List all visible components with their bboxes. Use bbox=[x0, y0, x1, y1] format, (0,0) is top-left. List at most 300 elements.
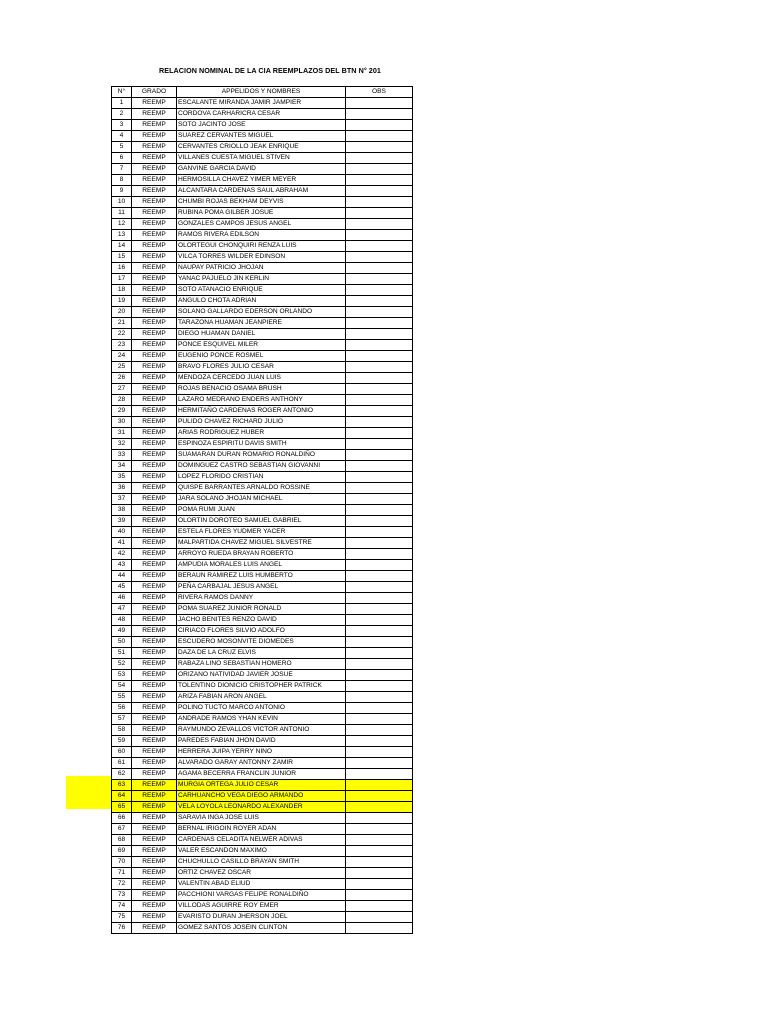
table-row bbox=[112, 802, 413, 813]
table-row bbox=[112, 879, 413, 890]
table-row bbox=[112, 549, 413, 560]
row-grado: REEMP bbox=[132, 219, 177, 230]
table-row bbox=[112, 351, 413, 362]
row-name: PACCHIONI VARGAS FELIPE RONALDIÑO bbox=[177, 890, 346, 901]
row-number: 71 bbox=[112, 868, 132, 879]
row-name: SUAMARAN DURAN ROMARIO RONALDIÑO bbox=[177, 450, 346, 461]
table-row bbox=[112, 560, 413, 571]
row-grado: REEMP bbox=[132, 461, 177, 472]
row-grado: REEMP bbox=[132, 483, 177, 494]
row-number: 64 bbox=[112, 791, 132, 802]
row-number: 12 bbox=[112, 219, 132, 230]
row-obs bbox=[346, 340, 413, 351]
row-number: 3 bbox=[112, 120, 132, 131]
row-obs bbox=[346, 659, 413, 670]
row-name: VILLODAS AGUIRRE ROY EMER bbox=[177, 901, 346, 912]
row-name: TARAZONA HUAMAN JEANPIERE bbox=[177, 318, 346, 329]
row-number: 25 bbox=[112, 362, 132, 373]
row-obs bbox=[346, 890, 413, 901]
row-obs bbox=[346, 648, 413, 659]
row-obs bbox=[346, 406, 413, 417]
row-name: BERAUN RAMIREZ LUIS HUMBERTO bbox=[177, 571, 346, 582]
row-name: LOPEZ FLORIDO CRISTIAN bbox=[177, 472, 346, 483]
row-grado: REEMP bbox=[132, 703, 177, 714]
table-row bbox=[112, 153, 413, 164]
row-obs bbox=[346, 549, 413, 560]
table-row bbox=[112, 637, 413, 648]
row-number: 75 bbox=[112, 912, 132, 923]
row-name: VILCA TORRES WILDER EDINSON bbox=[177, 252, 346, 263]
table-row bbox=[112, 373, 413, 384]
row-obs bbox=[346, 538, 413, 549]
table-row bbox=[112, 582, 413, 593]
table-row bbox=[112, 494, 413, 505]
row-grado: REEMP bbox=[132, 208, 177, 219]
row-number: 61 bbox=[112, 758, 132, 769]
table-row bbox=[112, 461, 413, 472]
row-obs bbox=[346, 802, 413, 813]
table-row bbox=[112, 857, 413, 868]
row-grado: REEMP bbox=[132, 329, 177, 340]
row-name: DAZA DE LA CRUZ ELVIS bbox=[177, 648, 346, 659]
table-row bbox=[112, 406, 413, 417]
row-number: 48 bbox=[112, 615, 132, 626]
row-obs bbox=[346, 263, 413, 274]
table-row bbox=[112, 824, 413, 835]
row-number: 6 bbox=[112, 153, 132, 164]
row-number: 57 bbox=[112, 714, 132, 725]
row-obs bbox=[346, 681, 413, 692]
table-row bbox=[112, 736, 413, 747]
row-grado: REEMP bbox=[132, 736, 177, 747]
row-grado: REEMP bbox=[132, 857, 177, 868]
row-number: 38 bbox=[112, 505, 132, 516]
row-grado: REEMP bbox=[132, 527, 177, 538]
row-name: CORDOVA CARHARICRA CESAR bbox=[177, 109, 346, 120]
row-number: 46 bbox=[112, 593, 132, 604]
row-number: 50 bbox=[112, 637, 132, 648]
row-grado: REEMP bbox=[132, 835, 177, 846]
row-number: 54 bbox=[112, 681, 132, 692]
row-name: GOMEZ SANTOS JOSEIN CLINTON bbox=[177, 923, 346, 934]
row-obs bbox=[346, 879, 413, 890]
row-name: VALENTIN ABAD ELIUD bbox=[177, 879, 346, 890]
row-number: 9 bbox=[112, 186, 132, 197]
row-grado: REEMP bbox=[132, 384, 177, 395]
row-grado: REEMP bbox=[132, 659, 177, 670]
row-grado: REEMP bbox=[132, 560, 177, 571]
row-grado: REEMP bbox=[132, 626, 177, 637]
row-number: 66 bbox=[112, 813, 132, 824]
row-grado: REEMP bbox=[132, 813, 177, 824]
row-name: ALCANTARA CARDENAS SAUL ABRAHAM bbox=[177, 186, 346, 197]
row-name: HERRERA JUIPA YERRY NINO bbox=[177, 747, 346, 758]
row-grado: REEMP bbox=[132, 791, 177, 802]
row-name: VELA LOYOLA LEONARDO ALEXANDER bbox=[177, 802, 346, 813]
table-row bbox=[112, 846, 413, 857]
row-number: 33 bbox=[112, 450, 132, 461]
row-obs bbox=[346, 285, 413, 296]
table-row bbox=[112, 615, 413, 626]
row-number: 2 bbox=[112, 109, 132, 120]
row-number: 15 bbox=[112, 252, 132, 263]
table-row bbox=[112, 263, 413, 274]
row-name: HERMITAÑO CARDENAS ROGER ANTONIO bbox=[177, 406, 346, 417]
row-name: JARA SOLANO JHOJAN MICHAEL bbox=[177, 494, 346, 505]
row-grado: REEMP bbox=[132, 428, 177, 439]
row-number: 58 bbox=[112, 725, 132, 736]
table-row bbox=[112, 571, 413, 582]
row-grado: REEMP bbox=[132, 472, 177, 483]
table-row bbox=[112, 318, 413, 329]
row-obs bbox=[346, 868, 413, 879]
row-name: NAUPAY PATRICIO JHOJAN bbox=[177, 263, 346, 274]
row-grado: REEMP bbox=[132, 230, 177, 241]
row-number: 14 bbox=[112, 241, 132, 252]
row-name: ESPINOZA ESPIRITU DAVIS SMITH bbox=[177, 439, 346, 450]
row-name: BERNAL IRIGOIN ROYER ADAN bbox=[177, 824, 346, 835]
row-number: 17 bbox=[112, 274, 132, 285]
table-row bbox=[112, 164, 413, 175]
row-number: 26 bbox=[112, 373, 132, 384]
row-name: SARAVIA INGA JOSE LUIS bbox=[177, 813, 346, 824]
table-row bbox=[112, 384, 413, 395]
row-grado: REEMP bbox=[132, 197, 177, 208]
row-grado: REEMP bbox=[132, 648, 177, 659]
row-number: 18 bbox=[112, 285, 132, 296]
row-obs bbox=[346, 923, 413, 934]
row-grado: REEMP bbox=[132, 164, 177, 175]
table-row bbox=[112, 692, 413, 703]
row-grado: REEMP bbox=[132, 340, 177, 351]
row-grado: REEMP bbox=[132, 593, 177, 604]
row-grado: REEMP bbox=[132, 417, 177, 428]
row-obs bbox=[346, 450, 413, 461]
row-name: CHUCHULLO CASILLO BRAYAN SMITH bbox=[177, 857, 346, 868]
row-obs bbox=[346, 527, 413, 538]
row-number: 53 bbox=[112, 670, 132, 681]
row-name: ROJAS BENACIO OSAMA BRUSH bbox=[177, 384, 346, 395]
table-row bbox=[112, 472, 413, 483]
row-name: CARHUANCHO VEGA DIEGO ARMANDO bbox=[177, 791, 346, 802]
row-number: 52 bbox=[112, 659, 132, 670]
row-number: 19 bbox=[112, 296, 132, 307]
row-obs bbox=[346, 516, 413, 527]
row-obs bbox=[346, 593, 413, 604]
row-grado: REEMP bbox=[132, 296, 177, 307]
row-grado: REEMP bbox=[132, 879, 177, 890]
table-row bbox=[112, 109, 413, 120]
row-number: 60 bbox=[112, 747, 132, 758]
row-obs bbox=[346, 626, 413, 637]
row-grado: REEMP bbox=[132, 780, 177, 791]
table-row bbox=[112, 296, 413, 307]
row-number: 34 bbox=[112, 461, 132, 472]
row-grado: REEMP bbox=[132, 802, 177, 813]
row-number: 56 bbox=[112, 703, 132, 714]
table-row bbox=[112, 439, 413, 450]
row-name: SOTO JACINTO JOSE bbox=[177, 120, 346, 131]
row-name: RABAZA LINO SEBASTIAN HOMERO bbox=[177, 659, 346, 670]
table-row bbox=[112, 362, 413, 373]
table-row bbox=[112, 208, 413, 219]
row-number: 32 bbox=[112, 439, 132, 450]
row-obs bbox=[346, 692, 413, 703]
row-grado: REEMP bbox=[132, 131, 177, 142]
table-row bbox=[112, 417, 413, 428]
row-obs bbox=[346, 571, 413, 582]
row-name: ANDRADE RAMOS YHAN KEVIN bbox=[177, 714, 346, 725]
table-row bbox=[112, 604, 413, 615]
table-row bbox=[112, 813, 413, 824]
row-obs bbox=[346, 791, 413, 802]
row-obs bbox=[346, 230, 413, 241]
row-name: ESCALANTE MIRANDA JAMIR JAMPIER bbox=[177, 98, 346, 109]
row-obs bbox=[346, 175, 413, 186]
row-obs bbox=[346, 912, 413, 923]
row-obs bbox=[346, 615, 413, 626]
row-grado: REEMP bbox=[132, 714, 177, 725]
table-row bbox=[112, 340, 413, 351]
row-obs bbox=[346, 395, 413, 406]
row-name: CARDENAS CELADITA NELWER ADIVAS bbox=[177, 835, 346, 846]
document-title: RELACION NOMINAL DE LA CIA REEMPLAZOS DEL BTN N° 201 bbox=[159, 66, 381, 75]
table-row bbox=[112, 780, 413, 791]
table-row bbox=[112, 527, 413, 538]
table-row bbox=[112, 681, 413, 692]
row-grado: REEMP bbox=[132, 846, 177, 857]
highlight-margin-mark bbox=[66, 776, 111, 809]
table-header-row bbox=[112, 87, 413, 98]
row-grado: REEMP bbox=[132, 604, 177, 615]
row-obs bbox=[346, 439, 413, 450]
table-row bbox=[112, 274, 413, 285]
row-number: 67 bbox=[112, 824, 132, 835]
row-obs bbox=[346, 725, 413, 736]
row-number: 21 bbox=[112, 318, 132, 329]
row-obs bbox=[346, 296, 413, 307]
row-grado: REEMP bbox=[132, 263, 177, 274]
row-name: ORTIZ CHAVEZ OSCAR bbox=[177, 868, 346, 879]
row-name: OLORTEGUI CHONQUIRI RENZA LUIS bbox=[177, 241, 346, 252]
row-name: MURGIA ORTEGA JULIO CESAR bbox=[177, 780, 346, 791]
table-row bbox=[112, 516, 413, 527]
row-obs bbox=[346, 98, 413, 109]
row-name: PONCE ESQUIVEL MILER bbox=[177, 340, 346, 351]
row-grado: REEMP bbox=[132, 252, 177, 263]
table-row bbox=[112, 791, 413, 802]
row-obs bbox=[346, 384, 413, 395]
row-name: ESCUDERO MOSONVITE DIOMEDES bbox=[177, 637, 346, 648]
row-number: 22 bbox=[112, 329, 132, 340]
row-obs bbox=[346, 813, 413, 824]
row-name: VALER ESCANDON MAXIMO bbox=[177, 846, 346, 857]
table-row bbox=[112, 758, 413, 769]
row-grado: REEMP bbox=[132, 351, 177, 362]
row-grado: REEMP bbox=[132, 637, 177, 648]
row-obs bbox=[346, 835, 413, 846]
row-name: BRAVO FLORES JULIO CESAR bbox=[177, 362, 346, 373]
row-obs bbox=[346, 846, 413, 857]
row-number: 72 bbox=[112, 879, 132, 890]
table-row bbox=[112, 219, 413, 230]
row-name: VILLANES CUESTA MIGUEL STIVEN bbox=[177, 153, 346, 164]
row-grado: REEMP bbox=[132, 868, 177, 879]
table-row bbox=[112, 923, 413, 934]
row-grado: REEMP bbox=[132, 274, 177, 285]
row-obs bbox=[346, 703, 413, 714]
row-obs bbox=[346, 483, 413, 494]
row-number: 5 bbox=[112, 142, 132, 153]
row-name: SOTO ATANACIO ENRIQUE bbox=[177, 285, 346, 296]
row-number: 28 bbox=[112, 395, 132, 406]
row-number: 24 bbox=[112, 351, 132, 362]
row-name: ANGULO CHOTA ADRIAN bbox=[177, 296, 346, 307]
row-name: POLINO TUCTO MARCO ANTONIO bbox=[177, 703, 346, 714]
row-number: 36 bbox=[112, 483, 132, 494]
row-number: 35 bbox=[112, 472, 132, 483]
row-grado: REEMP bbox=[132, 824, 177, 835]
row-name: ORIZANO NATIVIDAD JAVIER JOSUE bbox=[177, 670, 346, 681]
table-row bbox=[112, 120, 413, 131]
table-row bbox=[112, 142, 413, 153]
table-row bbox=[112, 307, 413, 318]
row-obs bbox=[346, 109, 413, 120]
row-grado: REEMP bbox=[132, 175, 177, 186]
table-row bbox=[112, 703, 413, 714]
row-grado: REEMP bbox=[132, 285, 177, 296]
row-grado: REEMP bbox=[132, 142, 177, 153]
row-grado: REEMP bbox=[132, 120, 177, 131]
row-name: MENDOZA CERCEDO JUAN LUIS bbox=[177, 373, 346, 384]
row-obs bbox=[346, 560, 413, 571]
row-name: GONZALES CAMPOS JESUS ANGEL bbox=[177, 219, 346, 230]
row-number: 69 bbox=[112, 846, 132, 857]
row-grado: REEMP bbox=[132, 725, 177, 736]
row-number: 49 bbox=[112, 626, 132, 637]
row-name: POMA SUAREZ JUNIOR RONALD bbox=[177, 604, 346, 615]
row-number: 39 bbox=[112, 516, 132, 527]
row-number: 42 bbox=[112, 549, 132, 560]
row-grado: REEMP bbox=[132, 109, 177, 120]
row-number: 45 bbox=[112, 582, 132, 593]
row-grado: REEMP bbox=[132, 241, 177, 252]
row-name: LAZARO MEDRANO ENDERS ANTHONY bbox=[177, 395, 346, 406]
row-name: CIRIACO FLORES SILVIO ADOLFO bbox=[177, 626, 346, 637]
row-name: OLORTIN DOROTEO SAMUEL GABRIEL bbox=[177, 516, 346, 527]
table-row bbox=[112, 593, 413, 604]
row-grado: REEMP bbox=[132, 549, 177, 560]
table-row bbox=[112, 131, 413, 142]
column-header-obs: OBS bbox=[346, 87, 413, 98]
row-obs bbox=[346, 901, 413, 912]
row-grado: REEMP bbox=[132, 747, 177, 758]
row-obs bbox=[346, 670, 413, 681]
row-name: AGAMA BECERRA FRANCLIN JUNIOR bbox=[177, 769, 346, 780]
row-grado: REEMP bbox=[132, 186, 177, 197]
table-row bbox=[112, 285, 413, 296]
row-obs bbox=[346, 428, 413, 439]
row-obs bbox=[346, 373, 413, 384]
table-row bbox=[112, 505, 413, 516]
row-obs bbox=[346, 318, 413, 329]
table-row bbox=[112, 747, 413, 758]
table-row bbox=[112, 450, 413, 461]
row-name: RUBINA POMA GILBER JOSUE bbox=[177, 208, 346, 219]
table-row bbox=[112, 648, 413, 659]
row-obs bbox=[346, 142, 413, 153]
row-grado: REEMP bbox=[132, 769, 177, 780]
column-header-grado: GRADO bbox=[132, 87, 177, 98]
row-grado: REEMP bbox=[132, 692, 177, 703]
row-name: SOLANO GALLARDO EDERSON ORLANDO bbox=[177, 307, 346, 318]
row-number: 59 bbox=[112, 736, 132, 747]
row-name: SUAREZ CERVANTES MIGUEL bbox=[177, 131, 346, 142]
row-obs bbox=[346, 120, 413, 131]
row-number: 51 bbox=[112, 648, 132, 659]
table-row bbox=[112, 230, 413, 241]
row-name: EUGENIO PONCE ROSMEL bbox=[177, 351, 346, 362]
row-grado: REEMP bbox=[132, 890, 177, 901]
row-grado: REEMP bbox=[132, 912, 177, 923]
row-name: PEÑA CARBAJAL JESUS ANGEL bbox=[177, 582, 346, 593]
row-grado: REEMP bbox=[132, 505, 177, 516]
row-name: TOLENTINO DIONICIO CRISTOPHER PATRICK bbox=[177, 681, 346, 692]
row-obs bbox=[346, 582, 413, 593]
table-row bbox=[112, 912, 413, 923]
table-row bbox=[112, 252, 413, 263]
row-name: DIEGO HUAMAN DANIEL bbox=[177, 329, 346, 340]
table-row bbox=[112, 428, 413, 439]
row-obs bbox=[346, 824, 413, 835]
row-obs bbox=[346, 494, 413, 505]
row-number: 23 bbox=[112, 340, 132, 351]
row-obs bbox=[346, 153, 413, 164]
row-obs bbox=[346, 329, 413, 340]
row-obs bbox=[346, 472, 413, 483]
row-grado: REEMP bbox=[132, 406, 177, 417]
row-number: 55 bbox=[112, 692, 132, 703]
row-number: 63 bbox=[112, 780, 132, 791]
table-row bbox=[112, 626, 413, 637]
row-obs bbox=[346, 758, 413, 769]
row-obs bbox=[346, 857, 413, 868]
row-obs bbox=[346, 131, 413, 142]
row-number: 16 bbox=[112, 263, 132, 274]
row-grado: REEMP bbox=[132, 516, 177, 527]
row-number: 68 bbox=[112, 835, 132, 846]
row-obs bbox=[346, 637, 413, 648]
row-grado: REEMP bbox=[132, 670, 177, 681]
row-number: 30 bbox=[112, 417, 132, 428]
row-number: 27 bbox=[112, 384, 132, 395]
row-obs bbox=[346, 186, 413, 197]
row-number: 10 bbox=[112, 197, 132, 208]
row-grado: REEMP bbox=[132, 318, 177, 329]
row-obs bbox=[346, 208, 413, 219]
row-obs bbox=[346, 307, 413, 318]
row-obs bbox=[346, 769, 413, 780]
row-name: MALPARTIDA CHAVEZ MIGUEL SILVESTRE bbox=[177, 538, 346, 549]
row-obs bbox=[346, 505, 413, 516]
row-name: POMA RUMI JUAN bbox=[177, 505, 346, 516]
row-number: 73 bbox=[112, 890, 132, 901]
table-row bbox=[112, 670, 413, 681]
row-number: 76 bbox=[112, 923, 132, 934]
row-obs bbox=[346, 219, 413, 230]
row-obs bbox=[346, 736, 413, 747]
row-grado: REEMP bbox=[132, 307, 177, 318]
